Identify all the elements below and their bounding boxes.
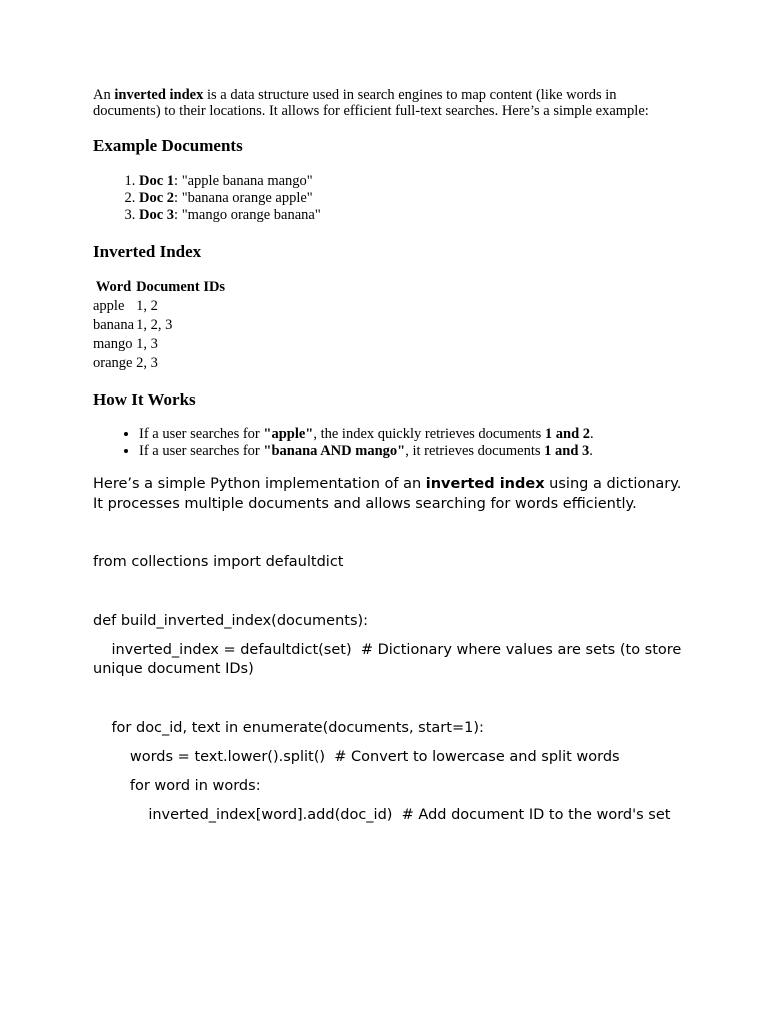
code-line-for-doc: for doc_id, text in enumerate(documents, start=1):	[93, 720, 484, 736]
python-intro-paragraph	[93, 474, 683, 514]
python-intro-prefix: Here’s a simple Python implementation of an	[93, 476, 426, 492]
list-item	[139, 443, 683, 460]
search-query: "banana AND mango"	[263, 443, 406, 459]
python-intro-bold-term: inverted index	[425, 476, 545, 492]
document-page	[93, 87, 686, 825]
bullet-text: , it retrieves documents	[405, 443, 545, 459]
python-intro-suffix: using a dictionary. It processes multiple documents and allows searching for words efficiently.	[93, 476, 682, 512]
table-cell-ids: 1, 3	[136, 336, 158, 352]
column-header-document-ids: Document IDs	[136, 279, 226, 295]
code-line-import: from collections import defaultdict	[93, 554, 344, 570]
inverted-index-table	[92, 278, 226, 373]
table-row	[92, 335, 226, 354]
list-item	[139, 207, 683, 224]
doc-label: Doc 3	[139, 207, 175, 223]
table-row	[92, 354, 226, 373]
table-cell-ids: 1, 2, 3	[136, 317, 173, 333]
table-cell-word: banana	[93, 317, 135, 333]
bullet-text: If a user searches for	[139, 426, 264, 442]
table-row	[92, 297, 226, 316]
intro-bold-term: inverted index	[114, 87, 204, 103]
intro-prefix: An	[93, 87, 115, 103]
code-line-defaultdict: inverted_index = defaultdict(set) # Dictionary where values are sets (to store unique document IDs)	[93, 642, 686, 677]
table-cell-word: orange	[93, 355, 133, 371]
example-documents-list	[93, 173, 683, 224]
result-docs: 1 and 3	[544, 443, 590, 459]
table-cell-word: apple	[93, 298, 125, 314]
table-cell-ids: 2, 3	[136, 355, 158, 371]
code-line-for-word: for word in words:	[93, 778, 261, 794]
list-item	[139, 190, 683, 207]
doc-text: : "apple banana mango"	[174, 173, 313, 189]
heading-how-it-works: How It Works	[93, 390, 196, 409]
code-line-add: inverted_index[word].add(doc_id) # Add document ID to the word's set	[93, 807, 671, 823]
heading-example-documents: Example Documents	[93, 136, 243, 155]
table-row	[92, 316, 226, 335]
table-header-row	[92, 278, 226, 297]
code-line-def: def build_inverted_index(documents):	[93, 613, 369, 629]
code-line-words: words = text.lower().split() # Convert to lowercase and split words	[93, 749, 620, 765]
bullet-text: If a user searches for	[139, 443, 264, 459]
bullet-text: .	[590, 426, 594, 442]
how-it-works-list	[93, 426, 683, 460]
doc-label: Doc 2	[139, 190, 175, 206]
list-item	[139, 173, 683, 190]
bullet-text: , the index quickly retrieves documents	[313, 426, 545, 442]
doc-text: : "mango orange banana"	[174, 207, 321, 223]
column-header-word: Word	[95, 279, 132, 295]
result-docs: 1 and 2	[544, 426, 591, 442]
table-cell-word: mango	[93, 336, 133, 352]
search-query: "apple"	[263, 426, 314, 442]
intro-suffix: is a data structure used in search engines to map content (like words in documents) to their locations. It allows for efficient full-text searches. Here’s a simple example:	[93, 87, 649, 119]
bullet-text: .	[589, 443, 593, 459]
doc-text: : "banana orange apple"	[174, 190, 313, 206]
list-item	[139, 426, 683, 443]
heading-inverted-index: Inverted Index	[93, 242, 202, 261]
doc-label: Doc 1	[139, 173, 175, 189]
table-cell-ids: 1, 2	[136, 298, 158, 314]
intro-paragraph	[93, 87, 683, 119]
